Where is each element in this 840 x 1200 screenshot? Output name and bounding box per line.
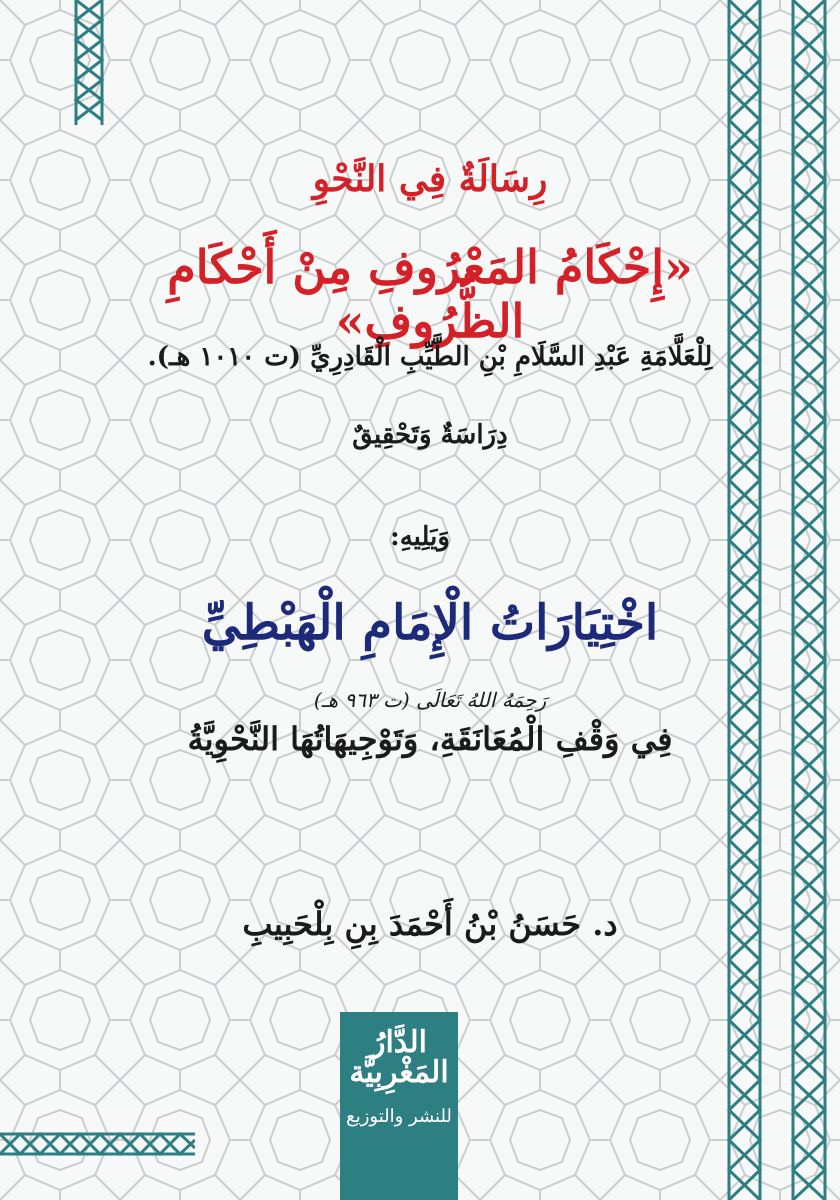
study-line: دِرَاسَةٌ وَتَحْقِيقٌ [352,420,508,450]
main-title: «إِحْكَامُ المَعْرُوفِ مِنْ أَحْكَامِ الظُّرُوفِ» [167,240,693,348]
series-title: رِسَالَةٌ فِي النَّحْوِ [312,158,548,200]
publisher-logo [340,1012,458,1200]
subtitle: فِي وَقْفِ الْمُعَانَقَةِ، وَتَوْجِيهَاتُهَا النَّحْوِيَّةُ [187,720,673,758]
followed-by-label: وَيَلِيهِ: [390,522,450,552]
mercy-line: رَحِمَهُ اللهُ تَعَالَى (ت ٩٦٣ هـ) [313,688,547,712]
second-title: اخْتِيَارَاتُ الْإِمَامِ الْهَبْطِيِّ [201,595,659,651]
author-line: لِلْعَلَّامَةِ عَبْدِ السَّلَامِ بْنِ الطَّيِّبِ الْقَادِرِيِّ (ت ١٠١٠ هـ). [147,342,713,372]
publisher-subtext: للنشر والتوزيع [346,1106,452,1127]
right-border-ornament [725,0,835,1200]
editor-name: د. حَسَنُ بْنُ أَحْمَدَ بِنِ بِلْحَبِيبِ [242,905,618,943]
left-border-ornament [72,0,106,125]
publisher-logo-text: الدَّارُ المَغْرِبِيَّة [349,1025,449,1090]
bottom-left-border-ornament [0,1130,195,1158]
